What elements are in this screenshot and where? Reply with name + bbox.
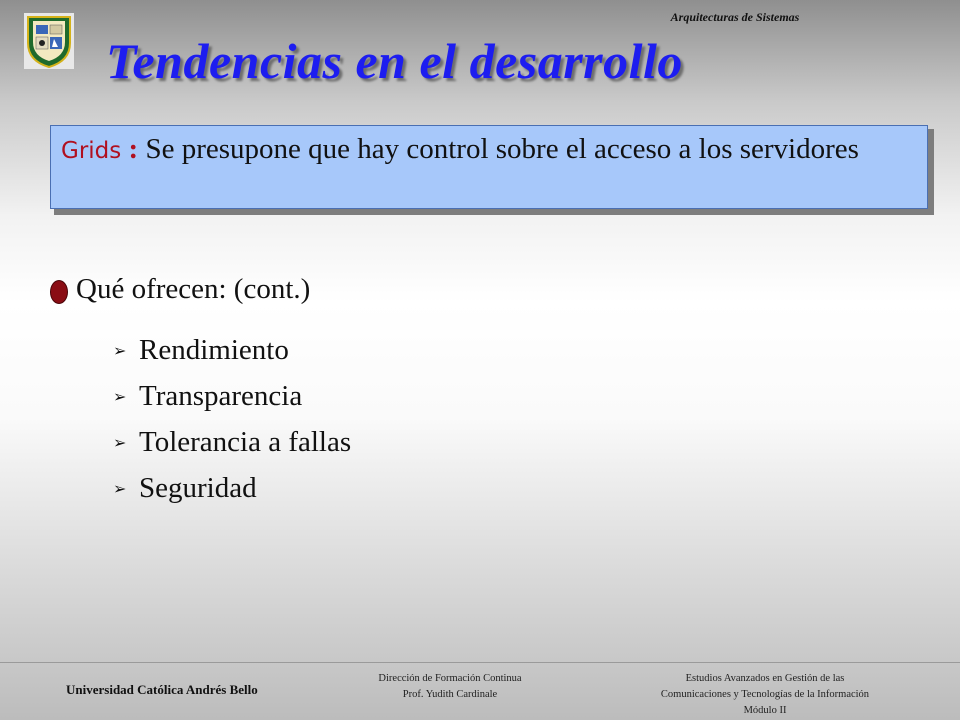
callout-term: Grids <box>61 138 122 164</box>
footer-center-line1: Dirección de Formación Continua <box>378 673 522 684</box>
footer-right-line3: Módulo II <box>743 705 787 716</box>
list-item-text: Transparencia <box>139 380 303 412</box>
list-item <box>113 470 351 516</box>
bullet-dot-icon <box>50 280 68 304</box>
footer-right-line1: Estudios Avanzados en Gestión de las <box>685 673 845 684</box>
list-item <box>113 332 351 378</box>
slide-title: Tendencias en el desarrollo <box>106 33 683 89</box>
main-bullet-text: Qué ofrecen: (cont.) <box>76 273 311 305</box>
university-logo <box>24 13 74 69</box>
list-item-text: Rendimiento <box>139 334 289 366</box>
grids-callout <box>50 125 928 209</box>
list-item-text: Seguridad <box>139 472 257 504</box>
course-name: Arquitecturas de Sistemas <box>670 10 800 24</box>
callout-text: Se presupone que hay control sobre el acceso a los servidores <box>145 133 859 165</box>
list-item-text: Tolerancia a fallas <box>139 426 352 458</box>
feature-list <box>113 332 351 516</box>
footer-divider <box>0 662 960 663</box>
footer-center-line2: Prof. Yudith Cardinale <box>402 689 498 700</box>
callout-separator: : <box>128 133 139 165</box>
arrow-bullet-icon: ➢ <box>113 481 127 498</box>
list-item <box>113 424 351 470</box>
footer-right <box>630 671 900 719</box>
footer-right-line2: Comunicaciones y Tecnologías de la Información <box>660 689 870 700</box>
arrow-bullet-icon: ➢ <box>113 435 127 452</box>
arrow-bullet-icon: ➢ <box>113 343 127 360</box>
list-item <box>113 378 351 424</box>
main-bullet <box>50 273 310 306</box>
arrow-bullet-icon: ➢ <box>113 389 127 406</box>
footer-center <box>330 671 570 703</box>
footer-university: Universidad Católica Andrés Bello <box>66 682 258 697</box>
